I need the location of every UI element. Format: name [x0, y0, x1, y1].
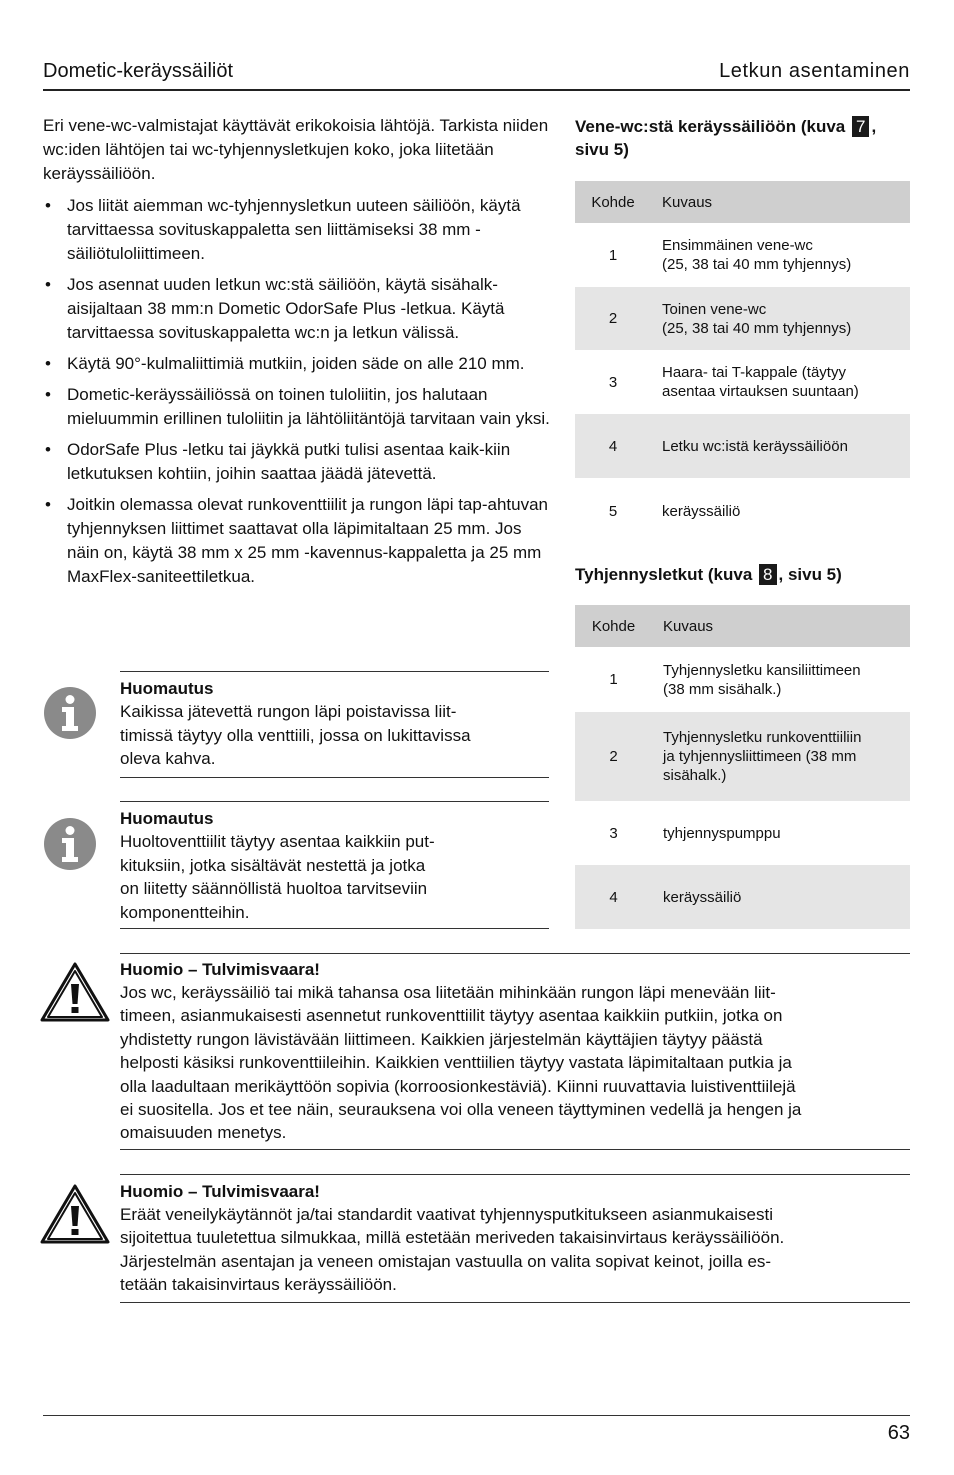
- table-cell-kohde: 4: [575, 865, 652, 929]
- table2: [575, 605, 910, 929]
- note-line: oleva kahva.: [120, 749, 216, 768]
- table-cell-kuvaus: [652, 647, 910, 712]
- warning-line: olla laadultaan merikäyttöön sopivia (korroosionkestäviä). Kiinni ruuvattavia luistiventtiilejä: [120, 1076, 796, 1096]
- table-row: [575, 350, 910, 414]
- cell-line: Tyhjennysletku runkoventtiiliin: [663, 729, 862, 746]
- cell-line: (25, 38 tai 40 mm tyhjennys): [662, 319, 852, 337]
- table-cell-kohde: 1: [608, 246, 618, 264]
- warning-line: Eräät veneilykäytännöt ja/tai standardit vaativat tyhjennysputkitukseen asianmukaisesti: [120, 1205, 773, 1224]
- warning-line: tetään takaisinvirtaus keräyssäiliöön.: [120, 1275, 397, 1295]
- table2-title-suffix: , sivu 5): [778, 565, 842, 584]
- table1-title-suffix: , sivu 5): [575, 117, 877, 159]
- table-cell-kuvaus: [651, 350, 910, 414]
- column-header-kohde: Kohde: [575, 181, 651, 223]
- warning-body: [120, 981, 910, 1145]
- table-cell-kohde: 5: [608, 502, 618, 520]
- list-item: • Joitkin olemassa olevat runkoventtiilit ja rungon läpi tap-ahtuvan tyhjennyksen liittimet saattavat olla läpimitaltaan 25 mm. Jos näin on, käytä 38 mm x 25 mm -kavennus-kappaletta ja 25 mm MaxFlex-saniteettiletkua.: [43, 493, 553, 589]
- table-cell-kohde: 3: [609, 824, 618, 842]
- note-line: timissä täytyy olla venttiili, jossa on lukittavissa: [120, 725, 471, 745]
- table-header-row: [575, 605, 910, 647]
- table-cell-kuvaus: keräyssäiliö: [662, 502, 741, 520]
- note-box: [120, 671, 549, 778]
- warning-triangle-icon: [40, 962, 110, 1024]
- list-item: • Käytä 90°-kulmaliittimiä mutkiin, joiden säde on alle 210 mm.: [43, 352, 553, 376]
- table-row: [575, 223, 910, 287]
- table-cell-kohde: 3: [608, 373, 618, 391]
- warning-box: [120, 1174, 910, 1303]
- cell-line: sisähalk.): [663, 767, 727, 784]
- cell-line: Tyhjennysletku kansiliittimeen: [663, 661, 861, 679]
- table-cell-kohde: 2: [575, 287, 651, 350]
- list-item: • OdorSafe Plus -letku tai jäykkä putki tulisi asentaa kaik-kiin letkutuksen kohtiin, joihin saattaa jäädä jätevettä.: [43, 438, 553, 486]
- warning-line: ei suositella. Jos et tee näin, seurauksena voi olla veneen täyttyminen vedellä ja hengen ja: [120, 1100, 802, 1120]
- column-header-kuvaus: Kuvaus: [651, 181, 910, 223]
- section-title: Letkun asentaminen: [719, 60, 910, 82]
- table-cell-kuvaus: keräyssäiliö: [652, 865, 910, 929]
- table-cell-kohde: 4: [575, 414, 651, 478]
- table-header-row: [575, 181, 910, 223]
- list-item: • Jos liität aiemman wc-tyhjennysletkun uuteen säiliöön, käytä tarvittaessa sovituskappaletta sen liittämiseksi 38 mm -säiliötuloliittimeen.: [43, 194, 553, 266]
- table2-title: [575, 563, 910, 586]
- warning-line: yhdistetty rungon lävistävään liittimeen. Kaikkien järjestelmän käyttäjien täytyy päästä: [120, 1029, 763, 1049]
- warning-line: Järjestelmän asentajan ja veneen omistajan vastuulla on valita sopivat keinot, joilla es-: [120, 1251, 772, 1271]
- note-line: komponentteihin.: [120, 902, 250, 922]
- info-icon: [43, 817, 97, 871]
- note-line: Huoltoventtiilit täytyy asentaa kaikkiin put-: [120, 832, 435, 851]
- table-cell-kuvaus: Letku wc:istä keräyssäiliöön: [651, 414, 910, 478]
- warning-body: [120, 1203, 910, 1297]
- column-header-kohde: Kohde: [575, 605, 652, 647]
- note-line: Kaikissa jätevettä rungon läpi poistavissa liit-: [120, 702, 457, 721]
- cell-line: ja tyhjennysliittimeen (38 mm: [663, 748, 857, 765]
- table-cell-kohde: 1: [609, 671, 618, 688]
- figure-number-badge: 8: [759, 564, 776, 585]
- note-title: Huomautus: [120, 679, 214, 698]
- table-row: [575, 647, 910, 712]
- cell-line: Toinen vene-wc: [662, 300, 767, 318]
- warning-title: Huomio – Tulvimisvaara!: [120, 960, 320, 979]
- table-row: [575, 712, 910, 801]
- cell-line: Ensimmäinen vene-wc: [662, 237, 813, 254]
- note-line: kituksiin, jotka sisältävät nestettä ja jotka: [120, 855, 426, 875]
- cell-line: asentaa virtauksen suuntaan): [662, 383, 859, 400]
- table-cell-kuvaus: [651, 287, 910, 350]
- table-cell-kuvaus: [652, 712, 910, 801]
- cell-line: Haara- tai T-kappale (täytyy: [662, 364, 846, 381]
- table1-title-text: Vene-wc:stä keräyssäiliöön (kuva: [575, 117, 846, 136]
- note-line: on liitetty säännöllistä huoltoa tarvitseviin: [120, 879, 428, 898]
- warning-title: Huomio – Tulvimisvaara!: [120, 1182, 320, 1201]
- document-title: Dometic-keräyssäiliöt: [43, 60, 234, 82]
- warning-line: sijoitettua tuuletettua silmukkaa, millä estetään meriveden takaisinvirtaus keräyssäiliöön.: [120, 1228, 785, 1248]
- intro-text: [43, 114, 553, 596]
- table-row: [575, 414, 910, 478]
- note-title: Huomautus: [120, 809, 214, 828]
- table-row: [575, 287, 910, 350]
- note-box: [120, 801, 549, 929]
- table-cell-kuvaus: [651, 223, 910, 287]
- warning-box: [120, 953, 910, 1150]
- warning-triangle-icon: [40, 1184, 110, 1246]
- table-row: [575, 478, 910, 544]
- cell-line: (38 mm sisähalk.): [663, 680, 782, 698]
- page-number: 63: [887, 1422, 910, 1444]
- list-item: • Jos asennat uuden letkun wc:stä säiliöön, käytä sisähalk-aisijaltaan 38 mm:n Dometic OdorSafe Plus -letkua. Käytä tarvittaessa sovituskappaletta wc:n ja letkun välissä.: [43, 273, 553, 345]
- figure-number-badge: 7: [852, 116, 869, 137]
- bullet-list: [43, 194, 553, 589]
- column-header-kuvaus: Kuvaus: [652, 605, 910, 647]
- cell-line: (25, 38 tai 40 mm tyhjennys): [662, 256, 852, 273]
- table-row: [575, 801, 910, 865]
- intro-paragraph: Eri vene-wc-valmistajat käyttävät erikokoisia lähtöjä. Tarkista niiden wc:iden lähtöjen tai wc-tyhjennysletkujen koko, joka liitetään keräyssäiliöön.: [43, 116, 549, 183]
- warning-line: Jos wc, keräyssäiliö tai mikä tahansa osa liitetään mihinkään rungon läpi menevään liit-: [120, 983, 776, 1002]
- note-body: [120, 830, 549, 924]
- table1-title: [575, 115, 895, 161]
- header-divider: [43, 89, 910, 91]
- table-cell-kuvaus: tyhjennyspumppu: [663, 824, 781, 842]
- info-icon: [43, 686, 97, 740]
- footer-divider: [43, 1415, 910, 1416]
- table2-title-text: Tyhjennysletkut (kuva: [575, 565, 753, 584]
- warning-line: timeen, asianmukaisesti asennetut runkoventtiilit täytyy asentaa kaikkiin putkiin, jotka on: [120, 1006, 783, 1026]
- table-row: [575, 865, 910, 929]
- table1: [575, 181, 910, 544]
- note-body: [120, 700, 549, 771]
- warning-line: omaisuuden menetys.: [120, 1123, 287, 1143]
- list-item: • Dometic-keräyssäiliössä on toinen tuloliitin, jos halutaan mieluummin erillinen tuloliitin ja lähtöliitäntöjä tarvitaan vain yksi.: [43, 383, 553, 431]
- warning-line: helposti käsiksi runkoventtiileihin. Kaikkien venttiilien täytyy vastata läpimitaltaan putkia ja: [120, 1053, 792, 1073]
- table-cell-kohde: 2: [575, 712, 652, 801]
